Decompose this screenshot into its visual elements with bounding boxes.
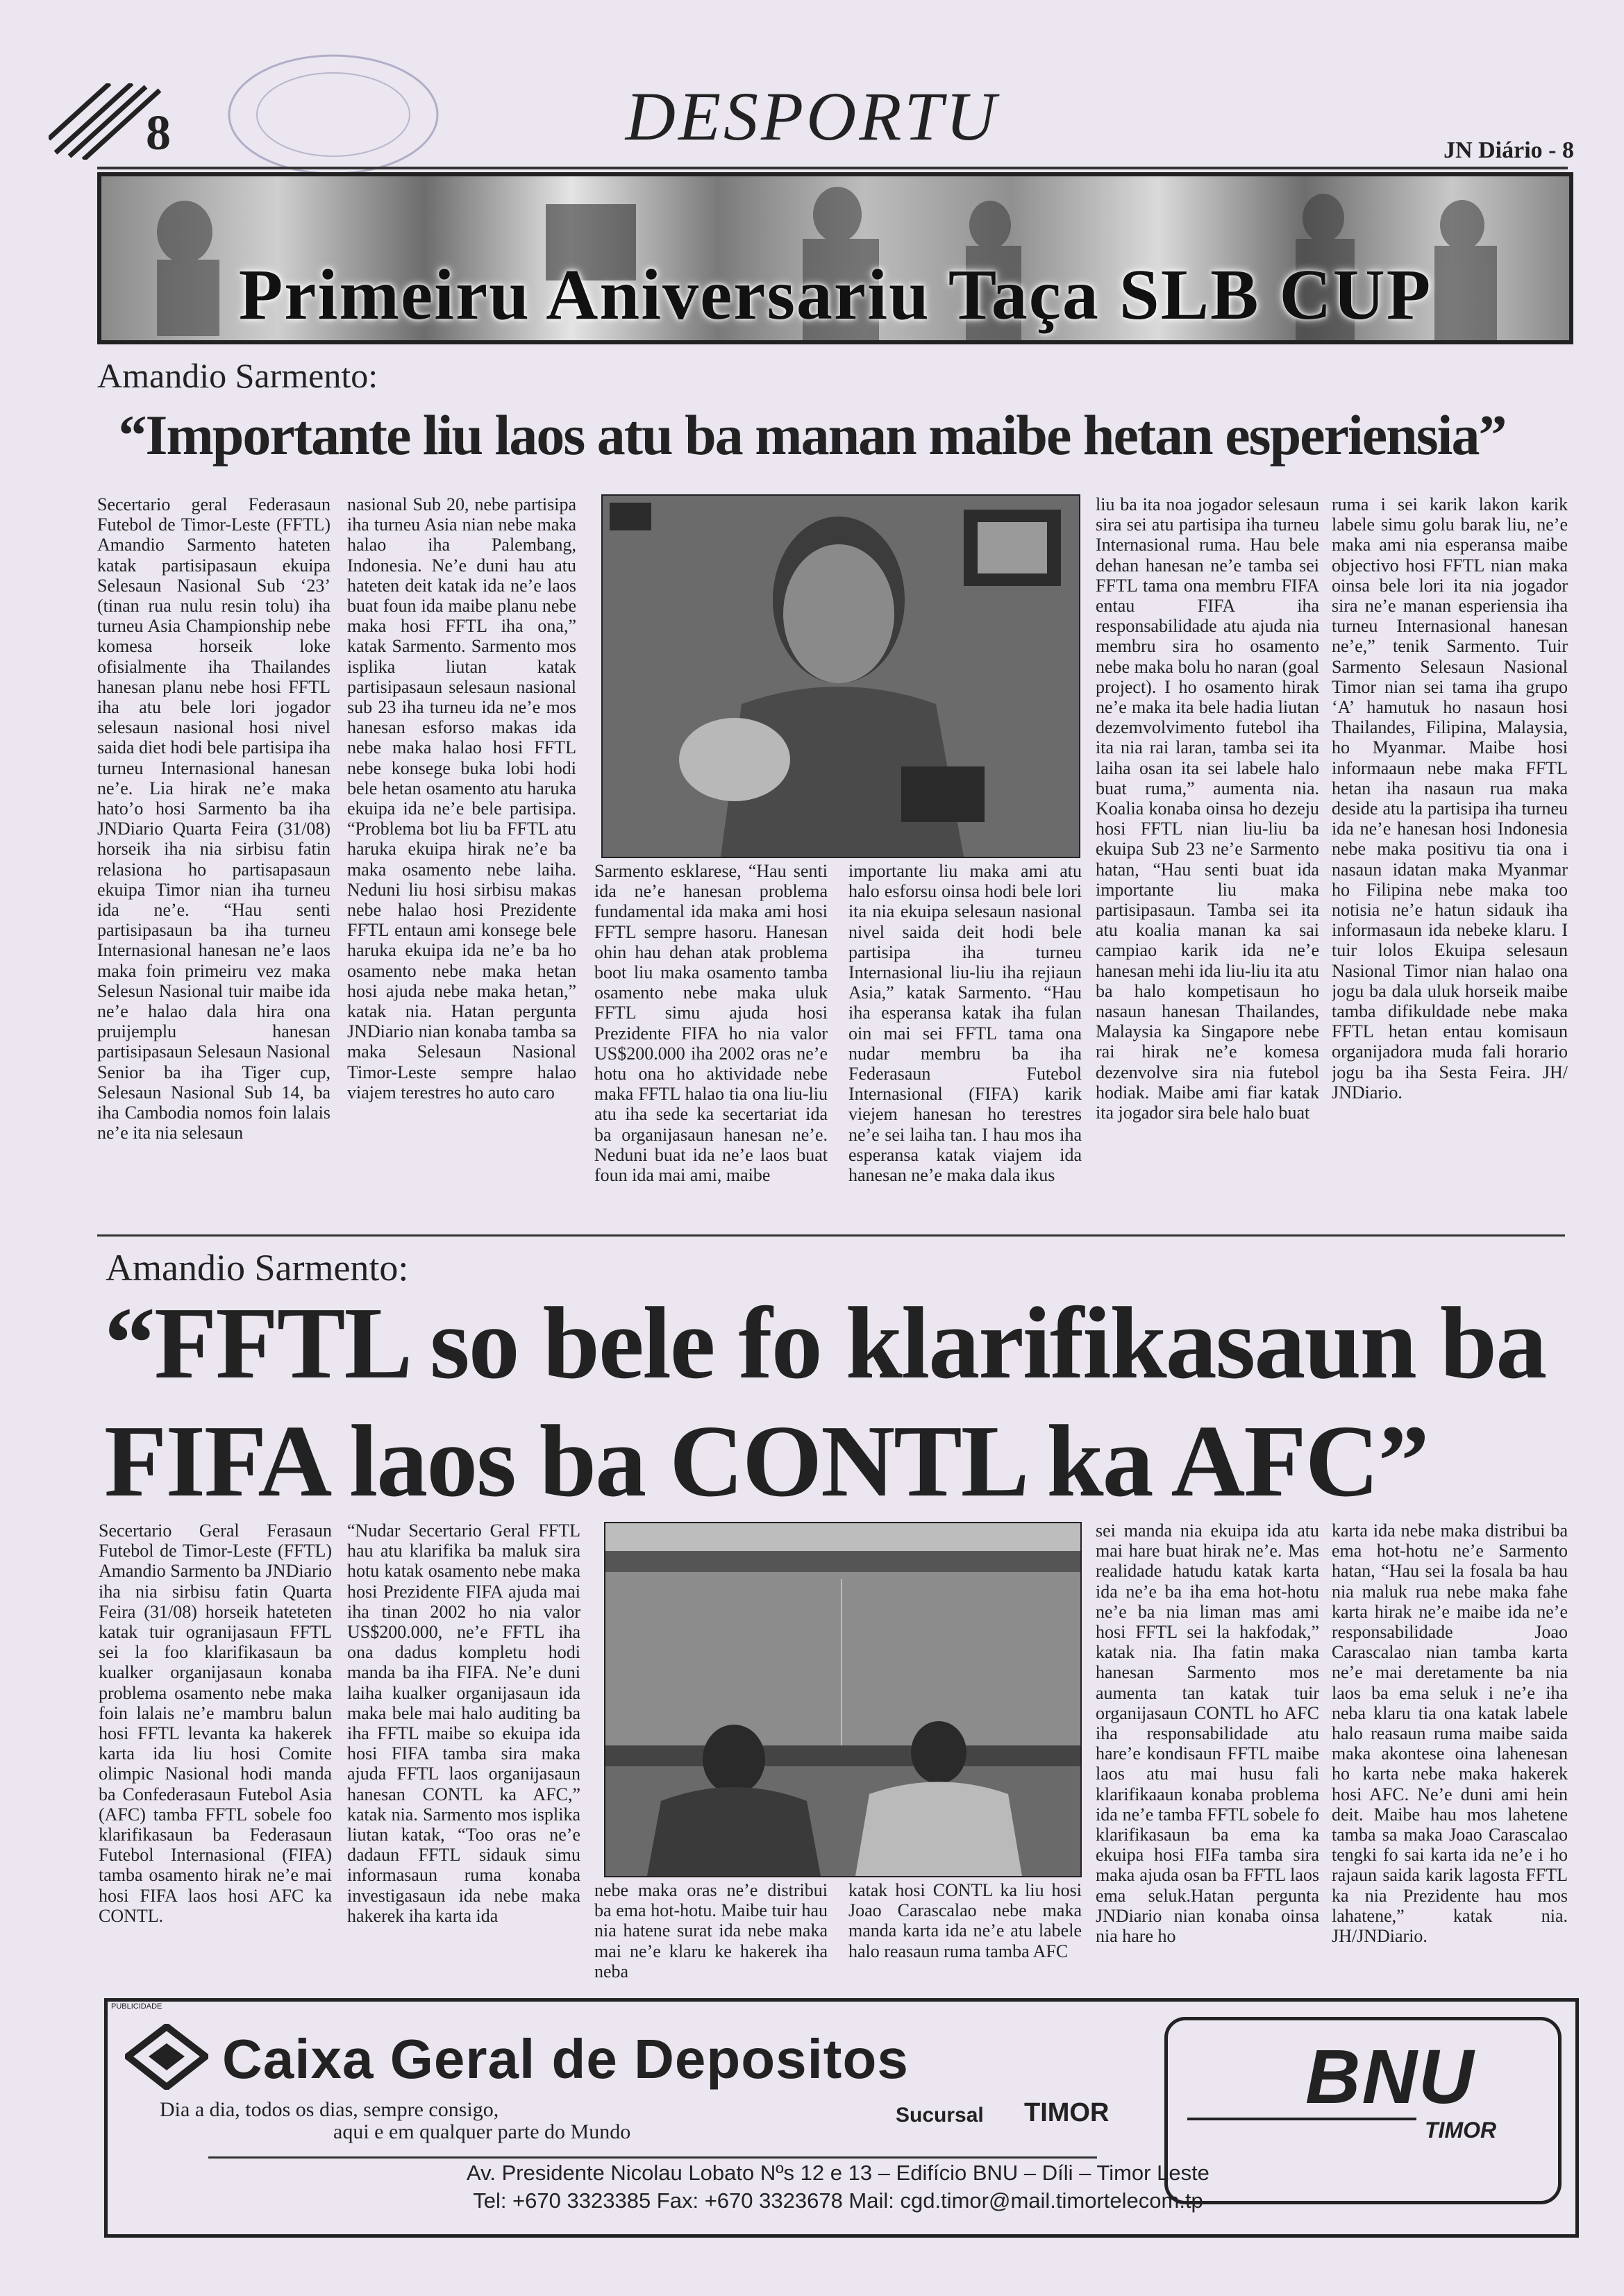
article1-kicker: Amandio Sarmento:	[97, 356, 378, 395]
bnu-logo-text: BNU	[1305, 2034, 1475, 2120]
portrait-illustration	[603, 496, 1079, 857]
article2-column-2: “Nudar Secertario Geral FFTL hau atu klarifika ba maluk sira hotu katak osamento nebe maka hosi Prezidente FIFA ajuda mai iha tinan 2002 ho nia valor US$200.000, ne’e FFTL iha ona dadus kompletu hodi manda ba iha FIFA. Ne’e duni laiha kualker organijasaun ida maka bele mai halo auditing ba iha FFTL maibe so ekuipa ida hosi FIFA tamba sira maka ajuda FFTL laos organijasaun hanesan CONTL ka AFC,” katak nia. Sarmento mos isplika liutan katak, “Too oras ne’e dadaun FFTL sidauk simu informasaun ruma konaba investigasaun ida nebe maka hakerek iha karta ida	[347, 1520, 580, 1926]
page-number: 8	[146, 105, 171, 160]
advert-address: Av. Presidente Nicolau Lobato Nºs 12 e 13 – Edifício BNU – Díli – Timor Leste	[467, 2161, 1209, 2185]
article2-kicker: Amandio Sarmento:	[106, 1247, 409, 1289]
article-divider	[97, 1234, 1565, 1237]
advert-rule	[208, 2156, 1097, 2159]
article1-headline: “Importante liu laos atu ba manan maibe hetan esperiensia”	[118, 403, 1506, 467]
article2-column-5: sei manda nia ekuipa ida atu mai hare buat hirak ne’e. Mas realidade hatudu katak karta ida ne’e ba iha ema hot-hotu ne’e ba nia liman mas ami hosi FFTL sei la hakfodak,” katak nia. Iha fatin maka hanesan Sarmento mos aumenta tan katak tuir organijasaun CONTL ho AFC iha responsabilidade atu hare’e kondisaun FFTL maibe laos atu mai husu fali klarifikaaun konaba problema ida ne’e tamba FFTL sobele fo klarifikasaun ba ema ka ekuipa hosi FIFa tamba sira maka ajuda osan ba FFTL laos ema seluk.Hatan pergunta JNDiario nian konaba oinsa nia hare ho	[1096, 1520, 1319, 1947]
advert-tag: PUBLICIDADE	[111, 2002, 162, 2011]
issue-label: JN Diário - 8	[1443, 137, 1574, 163]
sucursal-label: Sucursal	[896, 2104, 984, 2127]
article2-photo-stadium	[604, 1522, 1082, 1877]
bank-name: Caixa Geral de Depositos	[222, 2028, 909, 2090]
sucursal-place: TIMOR	[1024, 2098, 1110, 2127]
article1-column-6: ruma i sei karik lakon karik labele simu golu barak liu, ne’e maka ami nia esperansa maibe objectivo hosi FFTL nian maka oinsa bele lori ita nia jogador sira ne’e manan esperiensia iha turneu Internasional hanesan ne’e,” tenik Sarmento. Tuir Sarmento Selesaun Nasional Timor nian sei tama iha grupo ‘A’ hamutuk ho nasaun hosi Thailandes, Filipina, Malaysia, ho Myanmar. Maibe hosi informaaun nebe maka FFTL hetan iha nasaun rua maka deside atu la partisipa iha turneu ida ne’e hanesan hosi Indonesia nebe maka positivu tia ona i nasaun idatan maka Myanmar ho Filipina nebe maka too notisia ne’e hatun sidauk iha informasaun ida nebeke klaru. I tuir lolos Ekuipa selesaun Nasional Timor nian halao ona jogu ba dala uluk horseik maibe tamba difikuldade nebe maka FFTL hetan entau komisaun organijadora muda fali horario jogu ba iha Sesta Feira. JH/ JNDiario.	[1332, 494, 1568, 1103]
article1-column-3: Sarmento esklarese, “Hau senti ida ne’e hanesan problema fundamental ida maka ami hosi FFTL sempre hasoru. Hanesan ohin hau dehan atak problema boot liu maka osamento tamba osamento nebe maka uluk FFTL simu ajuda hosi Prezidente FIFA ho nia valor US$200.000 iha 2002 oras ne’e hotu ona ho aktividade nebe maka FFTL halao tia ona liu-liu atu iha sede ka secertariat ida ba organijasaun hanesan ne’e. Neduni buat ida ne’e laos buat foun ida mai ami, maibe	[594, 861, 828, 1186]
header-rule	[97, 167, 1568, 169]
article1-column-5: liu ba ita noa jogador selesaun sira sei atu partisipa iha turneu Internasional ruma. Hau bele dehan hanesan ne’e tamba sei FFTL tama ona membru FIFA entau FIFA iha responsabilidade atu ajuda nia membru sira ho osamento nebe maka bolu ho naran (goal project). I ho osamento hirak ne’e maka ita bele hadia liutan dezemvolvimento futebol iha ita nia rai laran, tamba sei ita laiha osan ita sei labele halo buat ruma,” aumenta nia. Koalia konaba oinsa ho dezeju hosi FFTL nian liu-liu ba ekuipa Sub 23 ne’e Sarmento hatan, “Hau senti buat ida importante liu maka partisipasaun. Tamba sei ita atu koalia manan ka sai campiao karik ida ne’e hanesan mehi ida liu-liu ita atu ba halo kompetisaun ho nasaun hanesan Thailandes, Malaysia ka Singapore nebe rai hirak ne’e komesa dezenvolve sira nia futebol hodiak. Maibe ami fiar katak ita jogador sira bele halo buat	[1096, 494, 1319, 1123]
article1-column-2: nasional Sub 20, nebe partisipa iha turneu Asia nian nebe maka halao iha Palembang, Indonesia. Ne’e duni hau atu hateten deit katak ida ne’e laos buat foun ida maibe planu nebe maka hosi FFTL iha ona,” katak Sarmento. Sarmento mos isplika liutan katak partisipasaun selesaun nasional sub 23 iha turneu ida ne’e mos hanesan esforso makas ida nebe maka halao hosi FFTL nebe konsege buka lobi hodi bele hetan osamento atu haruka ekuipa ida ne’e bele partisipa. “Problema bot liu ba FFTL atu haruka ekuipa hirak ne’e ba maka osamento nebe laiha. Neduni liu hosi sirbisu makas nebe halao hosi Prezidente FFTL entaun ami konsege bele haruka ekuipa ida ne’e ba ho osamento nebe maka hetan hosi ajuda nebe maka hetan,” katak nia. Hatan pergunta JNDiario nian konaba tamba sa maka Selesaun Nasional Timor-Leste sempre halao viajem terestres ho auto caro	[347, 494, 576, 1103]
article2-headline-line1: “FFTL so bele fo klarifikasaun ba	[104, 1287, 1546, 1400]
article2-headline	[104, 1284, 1562, 1520]
bnu-underline	[1187, 2118, 1416, 2120]
article2-column-6: karta ida nebe maka distribui ba ema hot-hotu ne’e Sarmento hatan, “Hau sei la fosala ba hau nia maluk rua nebe maka fahe karta hirak ne’e maibe ida ne’e responsabilidade Joao Carascalao nian tamba karta ne’e mai deretamente ba nia laos ba ema seluk i ne’e iha neba klaru tia ona katak labele halo reasaun ruma maibe saida maka akontese oina lahenesan ho karta nebe maka hakerek hosi AFC. Ne’e duni ami hein deit. Maibe hau mos lahetene tamba sa maka Joao Carascalao tengki fo sai karta ida ne’e i ho rajaun saida karik lagosta FFTL ka nia Prezidente hau mos lahatene,” katak nia. JH/JNDiario.	[1332, 1520, 1568, 1947]
slogan-line-2: aqui e em qualquer parte do Mundo	[333, 2120, 631, 2143]
article2-column-3: nebe maka oras ne’e distribui ba ema hot-hotu. Maibe tuir hau nia hatene surat ida nebe maka mai ne’e klaru ke hakerek iha neba	[594, 1880, 828, 1981]
article1-photo-sarmento	[601, 494, 1080, 858]
banner-title: Primeiru Aniversariu Taça SLB CUP	[238, 255, 1432, 335]
cgd-logo-icon	[125, 2024, 208, 2090]
advert-contact: Tel: +670 3323385 Fax: +670 3323678 Mail: cgd.timor@mail.timortelecom.tp	[473, 2188, 1203, 2213]
article2-column-1: Secertario Geral Ferasaun Futebol de Timor-Leste (FFTL) Amandio Sarmento ba JNDiario iha nia sirbisu fatin Quarta Feira (31/08) horseik hateteten katak tuir ogranijasaun FFTL sei la foo klarifikasaun ba kualker organijasaun konaba problema osamento nebe maka foin lalais ne’e mambru balun hosi FFTL levanta ka hakerek karta ida liu hosi Comite olimpic Nasional hodi manda ba Confederasaun Futebol Asia (AFC) tamba FFTL sobele foo klarifikasaun ba Federasaun Futebol Internasional (FIFA) tamba osamento hirak ne’e mai hosi FIFA laos hosi AFC ka CONTL.	[99, 1520, 332, 1926]
article2-column-4: katak hosi CONTL ka liu hosi Joao Carascalao nebe maka manda karta ida ne’e atu labele halo reasaun ruma tamba AFC	[848, 1880, 1082, 1961]
article1-column-1: Secertario geral Federasaun Futebol de Timor-Leste (FFTL) Amandio Sarmento hateten katak partisipasaun ekuipa Selesaun Nasional Sub ‘23’ (tinan rua nulu resin tolu) iha turneu Asia Championship nebe komesa horseik loke ofisialmente iha Thailandes hanesan planu nebe hosi FFTL iha atu bele lori jogador selesaun nasional hosi nivel saida diet hodi bele partisipa iha turneu Internasional hanesan ne’e. Lia hirak ne’e maka hato’o hosi Sarmento ba iha JNDiario Quarta Feira (31/08) horseik iha nia sirbisu fatin relasiona ho partisapasaun ekuipa Timor nian iha turneu ida ne’e. “Hau senti partisipasaun ba iha turneu Internasional hanesan ne’e laos maka foin primeiru vez maka Selesun Nasional tuir maibe ida ne’e halao dala hira ona pruijemplu hanesan partisipasaun Selesaun Nasional Senior ba iha Tiger cup, Selesaun Nasional Sub 14, ba iha Cambodia nomos foin lalais ne’e ita nia selesaun	[97, 494, 330, 1143]
article1-column-4: importante liu maka ami atu halo esforsu oinsa hodi bele lori ita nia ekuipa selesaun nasional nivel saida deit hodi bele partisipa iha turneu Internasional liu-liu iha rejiaun Asia,” katak Sarmento. “Hau iha esperansa katak iha fulan oin mai sei FFTL tama ona nudar membru ba iha Federasaun Futebol Internasional (FIFA) karik viejem hanesan ho terestres ne’e sei laiha tan. I hau mos iha esperansa katak viajem ida hanesan ne’e maka dala ikus	[848, 861, 1082, 1186]
article2-headline-line2: FIFA laos ba CONTL ka AFC”	[104, 1405, 1428, 1518]
slogan-line-1: Dia a dia, todos os dias, sempre consigo,	[160, 2098, 499, 2121]
bnu-subtitle: TIMOR	[1425, 2118, 1497, 2143]
stadium-illustration	[605, 1523, 1080, 1876]
banner	[97, 172, 1573, 344]
section-title: DESPORTU	[625, 78, 999, 155]
